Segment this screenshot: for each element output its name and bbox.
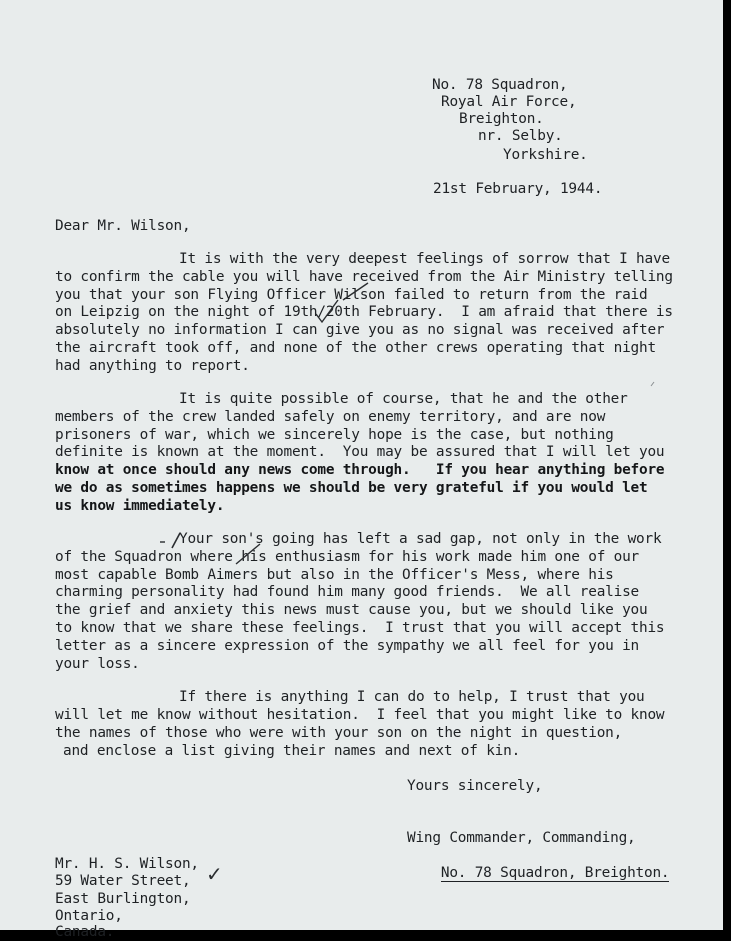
paragraph-2-line: we do as sometimes happens we should be very grateful if you would let — [55, 480, 648, 496]
paragraph-3-line: to know that we share these feelings. I trust that you will accept this — [55, 620, 665, 636]
letterhead-line-5: Yorkshire. — [503, 147, 588, 163]
signature-line-2 — [407, 846, 669, 900]
address-line: Canada. — [55, 924, 115, 940]
letterhead-line-4: nr. Selby. — [478, 128, 563, 144]
address-line: Ontario, — [55, 908, 123, 924]
letterhead-line-3: Breighton. — [459, 111, 544, 127]
signature-line-1: Wing Commander, Commanding, — [407, 830, 636, 846]
paragraph-3-line: your loss. — [55, 656, 140, 672]
paragraph-3-line: letter as a sincere expression of the sympathy we all feel for you in — [55, 638, 640, 654]
address-line: 59 Water Street, — [55, 873, 191, 889]
paragraph-1-line: It is with the very deepest feelings of sorrow that I have — [179, 251, 670, 267]
paragraph-4-line: the names of those who were with your son on the night in question, — [55, 725, 623, 741]
paragraph-1-line: on Leipzig on the night of 19th/20th February. I am afraid that there is — [55, 304, 673, 320]
paragraph-3-line: charming personality had found him many good friends. We all realise — [55, 584, 640, 600]
closing: Yours sincerely, — [407, 778, 543, 794]
address-line: East Burlington, — [55, 891, 191, 907]
letter-date: 21st February, 1944. — [433, 181, 603, 197]
paragraph-2-line: members of the crew landed safely on enemy territory, and are now — [55, 409, 606, 425]
paragraph-1-line: the aircraft took off, and none of the other crews operating that night — [55, 340, 656, 356]
salutation: Dear Mr. Wilson, — [55, 218, 191, 234]
address-line: Mr. H. S. Wilson, — [55, 856, 199, 872]
paragraph-2-line: definite is known at the moment. You may be assured that I will let you — [55, 444, 665, 460]
paragraph-4-line: will let me know without hesitation. I feel that you might like to know — [55, 707, 665, 723]
check-mark-icon: ✓ — [206, 862, 223, 886]
paragraph-2-line: prisoners of war, which we sincerely hope is the case, but nothing — [55, 427, 614, 443]
paragraph-3-line: most capable Bomb Aimers but also in the Officer's Mess, where his — [55, 567, 614, 583]
paragraph-2-line: know at once should any news come through. If you hear anything before — [55, 462, 665, 478]
paragraph-4-line: If there is anything I can do to help, I trust that you — [179, 689, 645, 705]
signature-squadron: No. 78 Squadron, Breighton. — [440, 865, 670, 881]
letterhead-line-1: No. 78 Squadron, — [432, 77, 568, 93]
paragraph-3-line: Your son's going has left a sad gap, not only in the work — [179, 531, 662, 547]
paragraph-1-line: had anything to report. — [55, 358, 250, 374]
paragraph-1-line: to confirm the cable you will have received from the Air Ministry telling — [55, 269, 673, 285]
letterhead-line-2: Royal Air Force, — [441, 94, 577, 110]
paragraph-1-line: absolutely no information I can give you as no signal was received after — [55, 322, 665, 338]
paragraph-2-line: It is quite possible of course, that he and the other — [179, 391, 628, 407]
paragraph-4-line: and enclose a list giving their names and next of kin. — [63, 743, 521, 759]
paragraph-1-line: you that your son Flying Officer Wilson failed to return from the raid — [55, 287, 648, 303]
paragraph-2-line: us know immediately. — [55, 498, 225, 514]
paragraph-3-line: of the Squadron where his enthusiasm for his work made him one of our — [55, 549, 640, 565]
paragraph-3-line: the grief and anxiety this news must cause you, but we should like you — [55, 602, 648, 618]
